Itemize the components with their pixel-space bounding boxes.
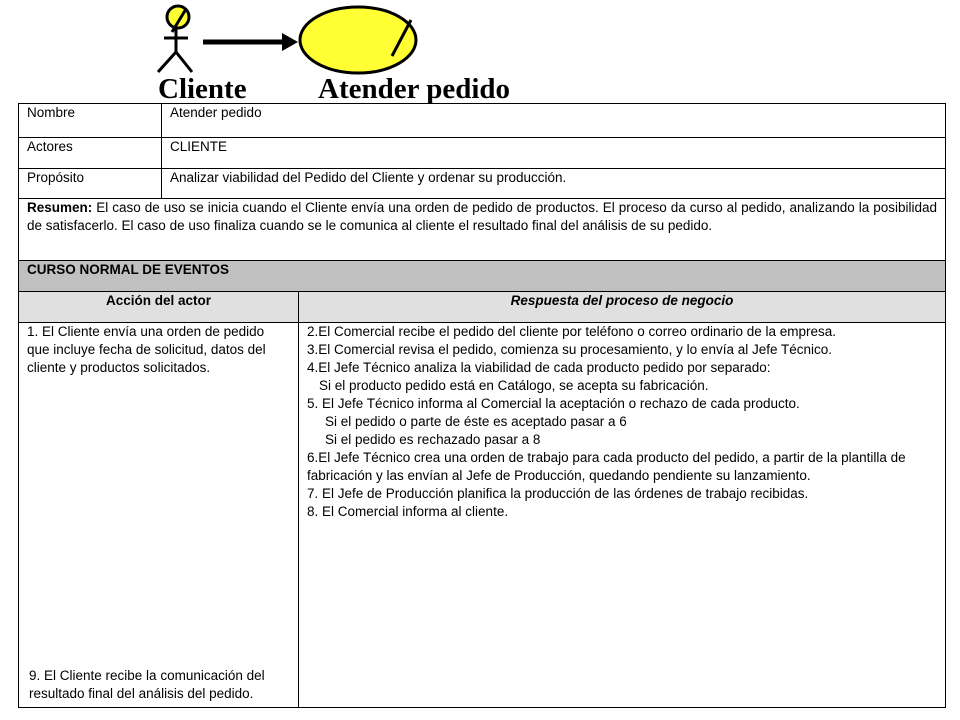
row-actores (19, 138, 946, 169)
resumen-cell (19, 199, 946, 261)
proposito-label: Propósito (19, 169, 162, 199)
row-proposito (19, 169, 946, 199)
response-step: 2.El Comercial recibe el pedido del cliente por teléfono o correo ordinario de la empresa. (307, 324, 837, 339)
response-substep: Si el pedido o parte de éste es aceptado pasar a 6 (325, 414, 627, 429)
usecase-ellipse-icon (300, 7, 416, 73)
actores-value: CLIENTE (162, 138, 946, 169)
resumen-label: Resumen: (27, 200, 93, 215)
response-substep: Si el pedido es rechazado pasar a 8 (325, 432, 541, 447)
nombre-value: Atender pedido (162, 104, 946, 138)
response-step: 5. El Jefe Técnico informa al Comercial la aceptación o rechazo de cada producto. (307, 396, 800, 411)
actor-actions-cell (19, 323, 299, 708)
use-case-diagram (0, 0, 960, 104)
actor-step-1: 1. El Cliente envía una orden de pedido que incluye fecha de solicitud, datos del cliente y productos solicitados. (27, 324, 266, 375)
actor-step-9: 9. El Cliente recibe la comunicación del resultado final del análisis del pedido. (29, 668, 265, 701)
row-column-headers (19, 292, 946, 323)
actores-label: Actores (19, 138, 162, 169)
proposito-value: Analizar viabilidad del Pedido del Cliente y ordenar su producción. (162, 169, 946, 199)
row-resumen (19, 199, 946, 261)
actor-label: Cliente (158, 73, 247, 105)
col-header-actor: Acción del actor (19, 292, 299, 323)
usecase-label: Atender pedido (318, 73, 511, 105)
response-cell (299, 323, 946, 708)
row-nombre (19, 104, 946, 138)
curso-normal-heading: CURSO NORMAL DE EVENTOS (19, 261, 946, 292)
response-step: 4.El Jefe Técnico analiza la viabilidad de cada producto pedido por separado: (307, 360, 771, 375)
response-step: 3.El Comercial revisa el pedido, comienza su procesamiento, y lo envía al Jefe Técnico. (307, 342, 833, 357)
response-step: 8. El Comercial informa al cliente. (307, 504, 509, 519)
response-step: 7. El Jefe de Producción planifica la producción de las órdenes de trabajo recibidas. (307, 486, 809, 501)
col-header-respuesta: Respuesta del proceso de negocio (299, 292, 946, 323)
nombre-label: Nombre (19, 104, 162, 138)
response-step: 6.El Jefe Técnico crea una orden de trabajo para cada producto del pedido, a partir de la plantilla de fabricación y las envían al Jefe de Producción, quedando pendiente su lanzamiento. (307, 450, 906, 483)
resumen-text: El caso de uso se inicia cuando el Cliente envía una orden de pedido de productos. El proceso da curso al pedido, analizando la posibilidad de satisfacerlo. El caso de uso finaliza cuando se le comunica al cliente el resultado final del análisis de su pedido. (27, 200, 938, 233)
actor-stick-figure-icon (158, 6, 192, 72)
row-events (19, 323, 946, 708)
arrow-icon (203, 33, 298, 51)
row-curso-normal (19, 261, 946, 292)
response-substep: Si el producto pedido está en Catálogo, se acepta su fabricación. (319, 378, 709, 393)
use-case-table (18, 103, 946, 708)
